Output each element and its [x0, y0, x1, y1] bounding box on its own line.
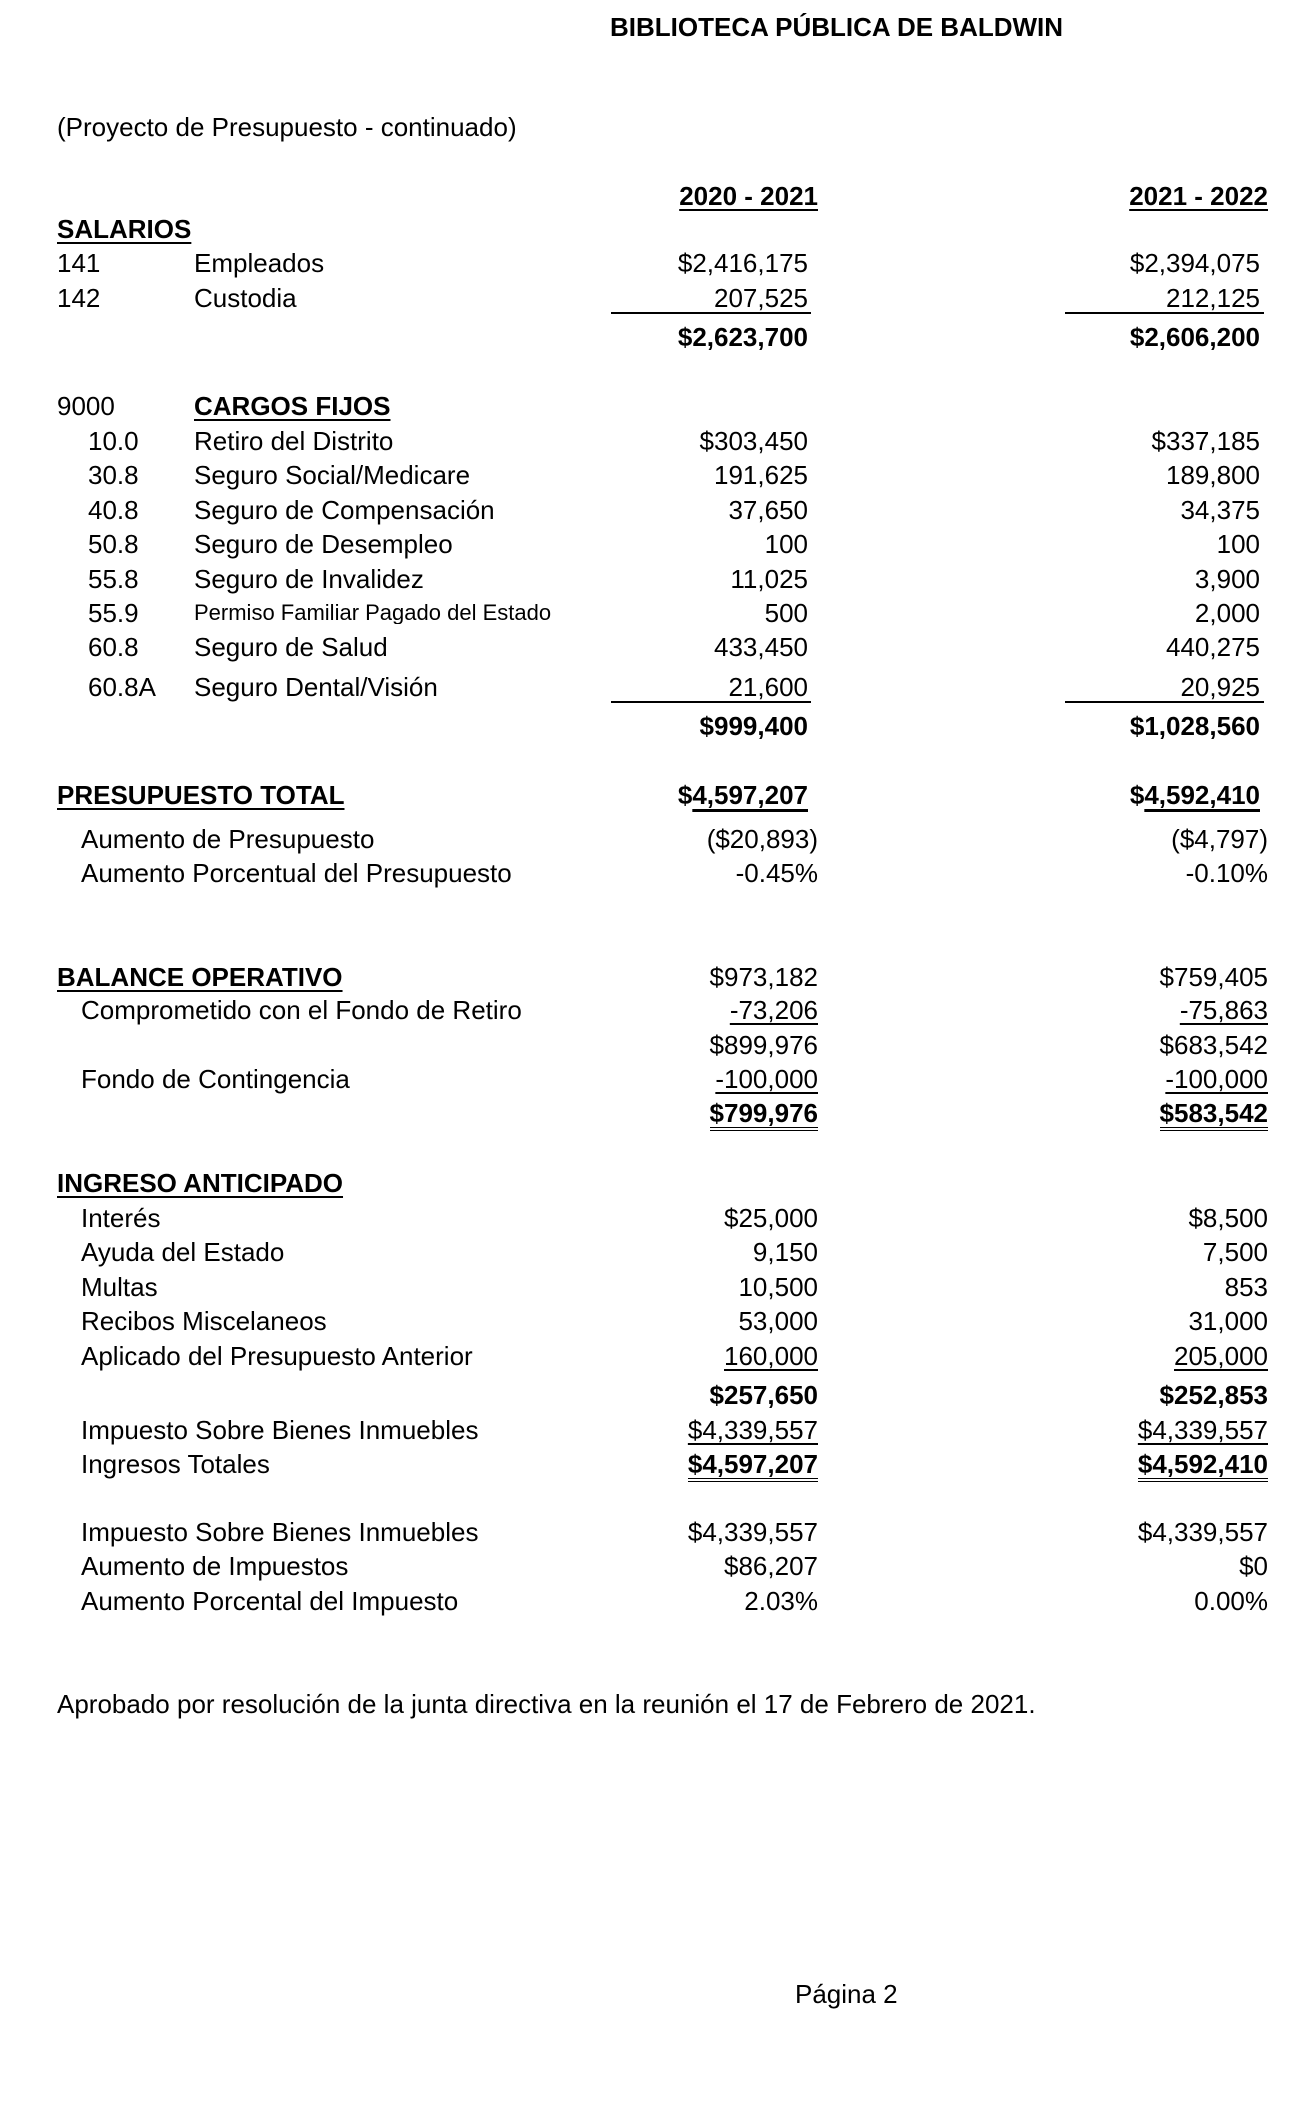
subtotal-rule	[611, 701, 811, 703]
row-label: Aumento Porcental del Impuesto	[81, 1586, 459, 1616]
row-value-2021-2022: ($4,797)	[1171, 824, 1268, 854]
ingreso-subtotal-2020-2021: $257,650	[709, 1380, 818, 1410]
row-value-2020-2021: 500	[764, 598, 808, 628]
heading-text: PRESUPUESTO TOTAL	[57, 780, 345, 810]
row-value-2021-2022: 853	[1224, 1272, 1268, 1302]
row-value-2021-2022: $337,185	[1151, 426, 1260, 456]
row-value-2021-2022: $2,394,075	[1129, 248, 1260, 278]
row-label: Aumento de Presupuesto	[81, 824, 375, 854]
balance-operativo-2021-2022: $759,405	[1159, 962, 1268, 992]
subtotal-rule	[1065, 312, 1264, 314]
ingreso-subtotal-2021-2022: $252,853	[1159, 1380, 1268, 1410]
row-code: 55.8	[88, 564, 139, 594]
row-label: Permiso Familiar Pagado del Estado	[194, 602, 552, 624]
row-value-2020-2021: $4,339,557	[687, 1517, 818, 1547]
row-value-2020-2021: 100	[764, 529, 808, 559]
column-header-2021-2022: 2021 - 2022	[1129, 181, 1268, 211]
row-value-2021-2022: 100	[1216, 529, 1260, 559]
row-label: Seguro de Invalidez	[194, 564, 424, 594]
section-code-cargos-fijos: 9000	[57, 391, 115, 421]
row-label: Impuesto Sobre Bienes Inmuebles	[81, 1517, 479, 1547]
row-value-2020-2021: 37,650	[728, 495, 808, 525]
row-code: 142	[57, 283, 101, 313]
row-code: 50.8	[88, 529, 139, 559]
row-label: Aumento de Impuestos	[81, 1551, 349, 1581]
presupuesto-total-2020-2021	[678, 782, 808, 808]
row-value-2020-2021: 21,600	[728, 672, 808, 702]
row-value-2020-2021: 53,000	[738, 1306, 818, 1336]
section-heading-presupuesto-total	[57, 782, 345, 808]
balance-operativo-total-2020-2021: $799,976	[710, 1100, 818, 1131]
row-value-2021-2022: 212,125	[1166, 283, 1260, 313]
row-value-2020-2021: 2.03%	[744, 1586, 818, 1616]
row-value-2021-2022: $683,542	[1159, 1030, 1268, 1060]
row-value-2021-2022: -0.10%	[1185, 858, 1268, 888]
row-label: Ayuda del Estado	[81, 1237, 285, 1267]
row-label: Impuesto Sobre Bienes Inmuebles	[81, 1415, 479, 1445]
row-label: Seguro de Salud	[194, 632, 388, 662]
section-heading-ingreso-anticipado: INGRESO ANTICIPADO	[57, 1168, 344, 1198]
subtotal-rule	[1065, 701, 1264, 703]
subtotal-rule	[611, 312, 811, 314]
row-value-2021-2022: -75,863	[1179, 995, 1268, 1025]
section-heading-salarios: SALARIOS	[57, 214, 192, 244]
row-value-2021-2022: 20,925	[1180, 672, 1260, 702]
row-value-2020-2021: 10,500	[738, 1272, 818, 1302]
ingresos-totales-2020-2021: $4,597,207	[688, 1451, 818, 1482]
amount: 4,592,410	[1144, 780, 1260, 810]
row-label: Seguro Social/Medicare	[194, 460, 471, 490]
approval-note: Aprobado por resolución de la junta directiva en la reunión el 17 de Febrero de 2021.	[57, 1689, 1036, 1719]
amount: 4,597,207	[692, 780, 808, 810]
row-value-2021-2022: $8,500	[1188, 1203, 1268, 1233]
row-value-2021-2022: 3,900	[1194, 564, 1260, 594]
presupuesto-total-2021-2022	[1130, 782, 1260, 808]
row-value-2021-2022: $0	[1239, 1551, 1268, 1581]
row-value-2021-2022: 440,275	[1166, 632, 1260, 662]
row-value-2021-2022: $4,339,557	[1137, 1517, 1268, 1547]
row-value-2021-2022: -100,000	[1165, 1064, 1268, 1094]
section-heading-balance-operativo: BALANCE OPERATIVO	[57, 962, 343, 992]
cargos-fijos-total-2021-2022: $1,028,560	[1129, 711, 1260, 741]
document-title: BIBLIOTECA PÚBLICA DE BALDWIN	[610, 12, 1064, 42]
cargos-fijos-total-2020-2021: $999,400	[699, 711, 808, 741]
row-label: Seguro Dental/Visión	[194, 672, 438, 702]
row-value-2021-2022: 189,800	[1166, 460, 1260, 490]
row-value-2020-2021: 160,000	[724, 1341, 818, 1371]
row-label: Ingresos Totales	[81, 1449, 270, 1479]
row-label: Custodia	[194, 283, 297, 313]
row-label: Interés	[81, 1203, 161, 1233]
row-value-2020-2021: $4,339,557	[687, 1415, 818, 1445]
row-value-2021-2022: 205,000	[1174, 1341, 1268, 1371]
ingresos-totales-2021-2022: $4,592,410	[1138, 1451, 1268, 1482]
salarios-total-2020-2021: $2,623,700	[677, 322, 808, 352]
row-value-2020-2021: 9,150	[752, 1237, 818, 1267]
currency-sign: $	[677, 780, 693, 810]
row-value-2020-2021: ($20,893)	[706, 824, 818, 854]
row-value-2021-2022: 0.00%	[1194, 1586, 1268, 1616]
currency-sign: $	[1129, 780, 1145, 810]
row-label: Seguro de Desempleo	[194, 529, 453, 559]
row-label: Empleados	[194, 248, 325, 278]
row-label: Fondo de Contingencia	[81, 1064, 350, 1094]
row-label: Seguro de Compensación	[194, 495, 495, 525]
document-subtitle: (Proyecto de Presupuesto - continuado)	[57, 112, 517, 142]
row-label: Multas	[81, 1272, 158, 1302]
row-label: Aplicado del Presupuesto Anterior	[81, 1341, 473, 1371]
row-label: Retiro del Distrito	[194, 426, 394, 456]
salarios-total-2021-2022: $2,606,200	[1129, 322, 1260, 352]
row-label: Recibos Miscelaneos	[81, 1306, 327, 1336]
row-code: 141	[57, 248, 101, 278]
row-label: Aumento Porcentual del Presupuesto	[81, 858, 512, 888]
row-value-2020-2021: $2,416,175	[677, 248, 808, 278]
row-value-2020-2021: -100,000	[715, 1064, 818, 1094]
row-code: 40.8	[88, 495, 139, 525]
row-value-2020-2021: 191,625	[714, 460, 808, 490]
row-value-2021-2022: $4,339,557	[1137, 1415, 1268, 1445]
balance-operativo-total-2021-2022: $583,542	[1160, 1100, 1268, 1131]
row-value-2021-2022: 34,375	[1180, 495, 1260, 525]
row-value-2020-2021: $303,450	[699, 426, 808, 456]
row-value-2020-2021: $25,000	[724, 1203, 818, 1233]
row-value-2020-2021: 11,025	[730, 564, 808, 594]
balance-operativo-2020-2021: $973,182	[709, 962, 818, 992]
row-value-2021-2022: 7,500	[1202, 1237, 1268, 1267]
row-code: 55.9	[88, 598, 139, 628]
row-code: 10.0	[88, 426, 139, 456]
row-code: 60.8A	[88, 672, 156, 702]
row-value-2020-2021: 433,450	[714, 632, 808, 662]
row-value-2021-2022: 2,000	[1194, 598, 1260, 628]
row-value-2020-2021: $86,207	[724, 1551, 818, 1581]
row-value-2020-2021: -0.45%	[735, 858, 818, 888]
row-value-2020-2021: 207,525	[714, 283, 808, 313]
row-code: 30.8	[88, 460, 139, 490]
row-label: Comprometido con el Fondo de Retiro	[81, 995, 522, 1025]
column-header-2020-2021: 2020 - 2021	[679, 181, 818, 211]
row-value-2020-2021: $899,976	[709, 1030, 818, 1060]
row-value-2020-2021: -73,206	[729, 995, 818, 1025]
row-code: 60.8	[88, 632, 139, 662]
section-heading-cargos-fijos: CARGOS FIJOS	[194, 391, 391, 421]
row-value-2021-2022: 31,000	[1188, 1306, 1268, 1336]
page-number: Página 2	[795, 1979, 898, 2009]
